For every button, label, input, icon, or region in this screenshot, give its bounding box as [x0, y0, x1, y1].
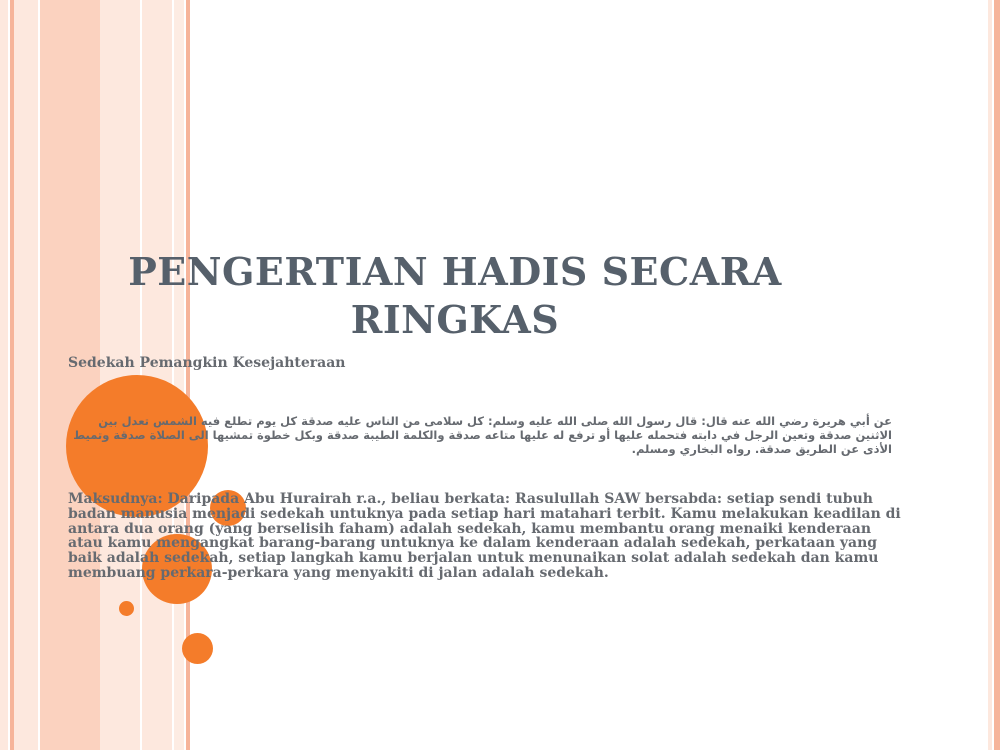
- arabic-hadith-text: عن أبي هريرة رضي الله عنه قال: قال رسول الله صلى الله عليه وسلم: كل سلامى من الناس عليه صدقة كل يوم تطلع فيه الشمس تعدل بين الاثنين صدقة وتعين الرجل في دابته فتحمله عليها أو ترفع له عليها متاعه صدقة والكلمة الطيبة صدقة وبكل خطوة تمشيها الى الصلاة صدقة وتميط الأذى عن الطريق صدقة. رواه البخاري ومسلم.: [73, 414, 892, 456]
- slide-title: [60, 248, 850, 344]
- translation-text: Maksudnya: Daripada Abu Hurairah r.a., beliau berkata: Rasulullah SAW bersabda: setiap sendi tubuh badan manusia menjadi sedekah untuknya pada setiap hari matahari terbit. Kamu melakukan keadilan di antara dua orang (yang berselisih faham) adalah sedekah, kamu membantu orang menaiki kenderaan atau kamu mengangkat barang-barang untuknya ke dalam kenderaan adalah sedekah, perkataan yang baik adalah sedekah, setiap langkah kamu berjalan untuk menunaikan solat adalah sedekah dan kamu membuang perkara-perkara yang menyakiti di jalan adalah sedekah.: [68, 491, 901, 581]
- stripe-1: [0, 0, 8, 750]
- stripe-right-2: [994, 0, 1000, 750]
- title-line-2: RINGKAS: [350, 297, 560, 342]
- circle-small-2: [182, 633, 213, 664]
- title-line-1: PENGERTIAN HADIS SECARA: [128, 249, 782, 294]
- circle-tiny: [119, 601, 134, 616]
- stripe-right-1: [988, 0, 992, 750]
- stripe-3: [14, 0, 38, 750]
- subtitle: Sedekah Pemangkin Kesejahteraan: [68, 355, 346, 371]
- stripe-4: [40, 0, 100, 750]
- stripe-7: [174, 0, 184, 750]
